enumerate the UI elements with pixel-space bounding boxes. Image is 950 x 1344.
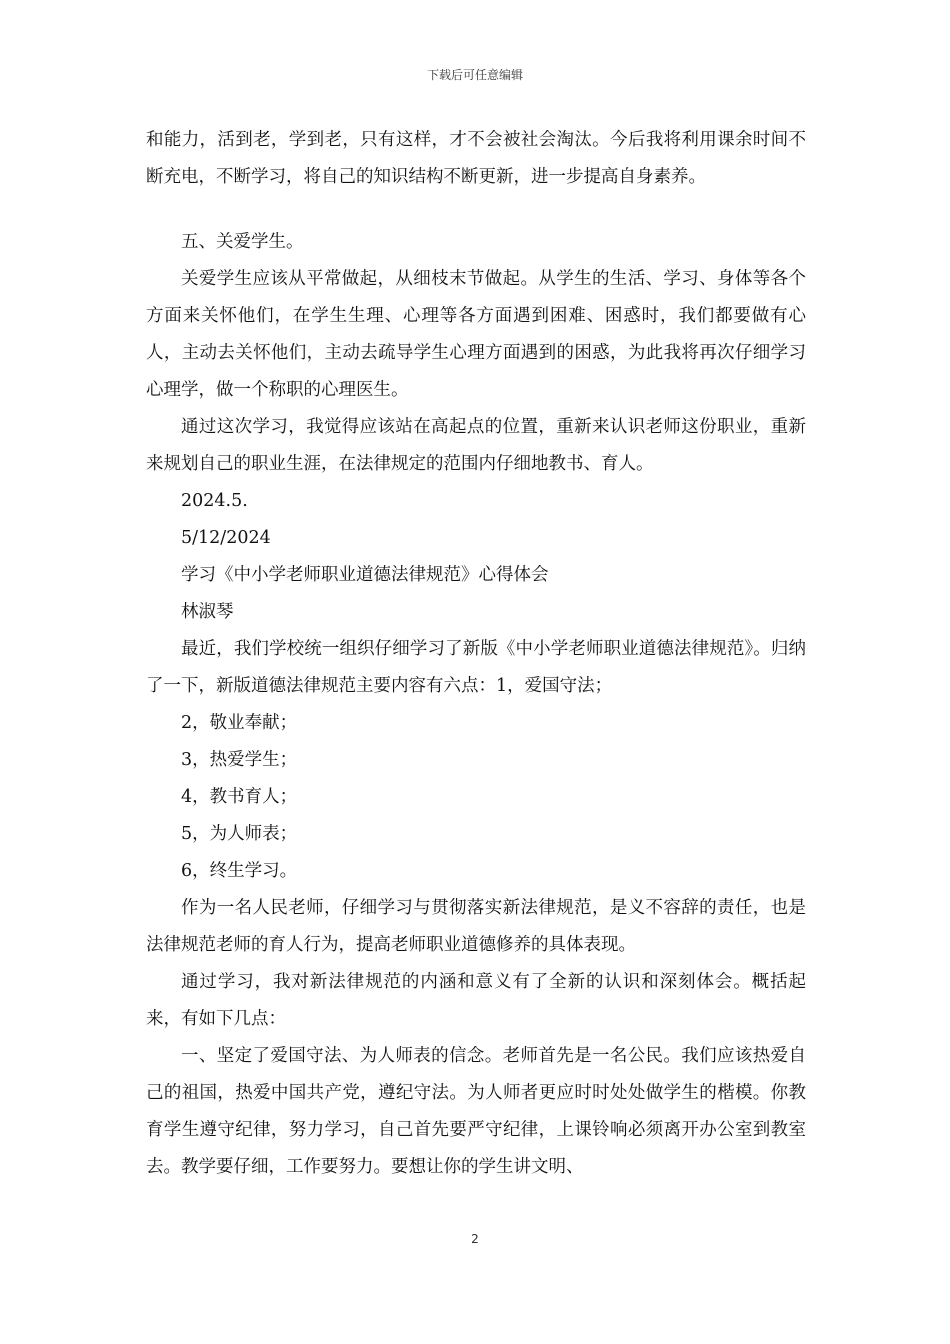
paragraph-gap [146,196,806,224]
paragraph: 作为一名人民老师，仔细学习与贯彻落实新法律规范，是义不容辞的责任，也是法律规范老师的育人行为，提高老师职业道德修养的具体表现。 [146,898,806,955]
article-title: 学习《中小学老师职业道德法律规范》心得体会 [181,565,549,585]
paragraph: 关爱学生应该从平常做起，从细枝末节做起。从学生的生活、学习、身体等各个方面来关怀他们，在学生生理、心理等各方面遇到困难、困惑时，我们都要做有心人，主动去关怀他们，主动去疏导学生心理方面遇到的困惑，为此我将再次仔细学习心理学，做一个称职的心理医生。 [146,269,806,400]
document-body [146,122,806,1186]
page-number: 2 [471,1232,479,1246]
section-heading-5: 五、关爱学生。 [181,232,304,252]
paragraph: 通过学习，我对新法律规范的内涵和意义有了全新的认识和深刻体会。概括起来，有如下几点： [146,972,806,1029]
paragraph: 最近，我们学校统一组织仔细学习了新版《中小学老师职业道德法律规范》。归纳了一下，新版道德法律规范主要内容有六点：1，爱国守法； [146,639,806,696]
list-item: 6，终生学习。 [181,861,298,881]
list-item: 3，热爱学生； [181,750,298,770]
paragraph: 通过这次学习，我觉得应该站在高起点的位置，重新来认识老师这份职业，重新来规划自己的职业生涯，在法律规定的范围内仔细地教书、育人。 [146,417,806,474]
paragraph: 一、坚定了爱国守法、为人师表的信念。老师首先是一名公民。我们应该热爱自己的祖国，热爱中国共产党，遵纪守法。为人师者更应时时处处做学生的楷模。你教育学生遵守纪律，努力学习，自己首先要严守纪律，上课铃响必须离开办公室到教室去。教学要仔细，工作要努力。要想让你的学生讲文明、 [146,1046,806,1177]
date-line: 2024.5. [181,491,248,511]
list-item: 4，教书育人； [181,787,298,807]
list-item: 5，为人师表； [181,824,298,844]
date-line: 5/12/2024 [181,528,271,548]
page-header: 下载后可任意编辑 [426,68,523,82]
list-item: 2，敬业奉献； [181,713,298,733]
paragraph-continuation: 和能力，活到老，学到老，只有这样，才不会被社会淘汰。今后我将利用课余时间不断充电，不断学习，将自己的知识结构不断更新，进一步提高自身素养。 [146,130,806,187]
author-name: 林淑琴 [181,602,234,622]
